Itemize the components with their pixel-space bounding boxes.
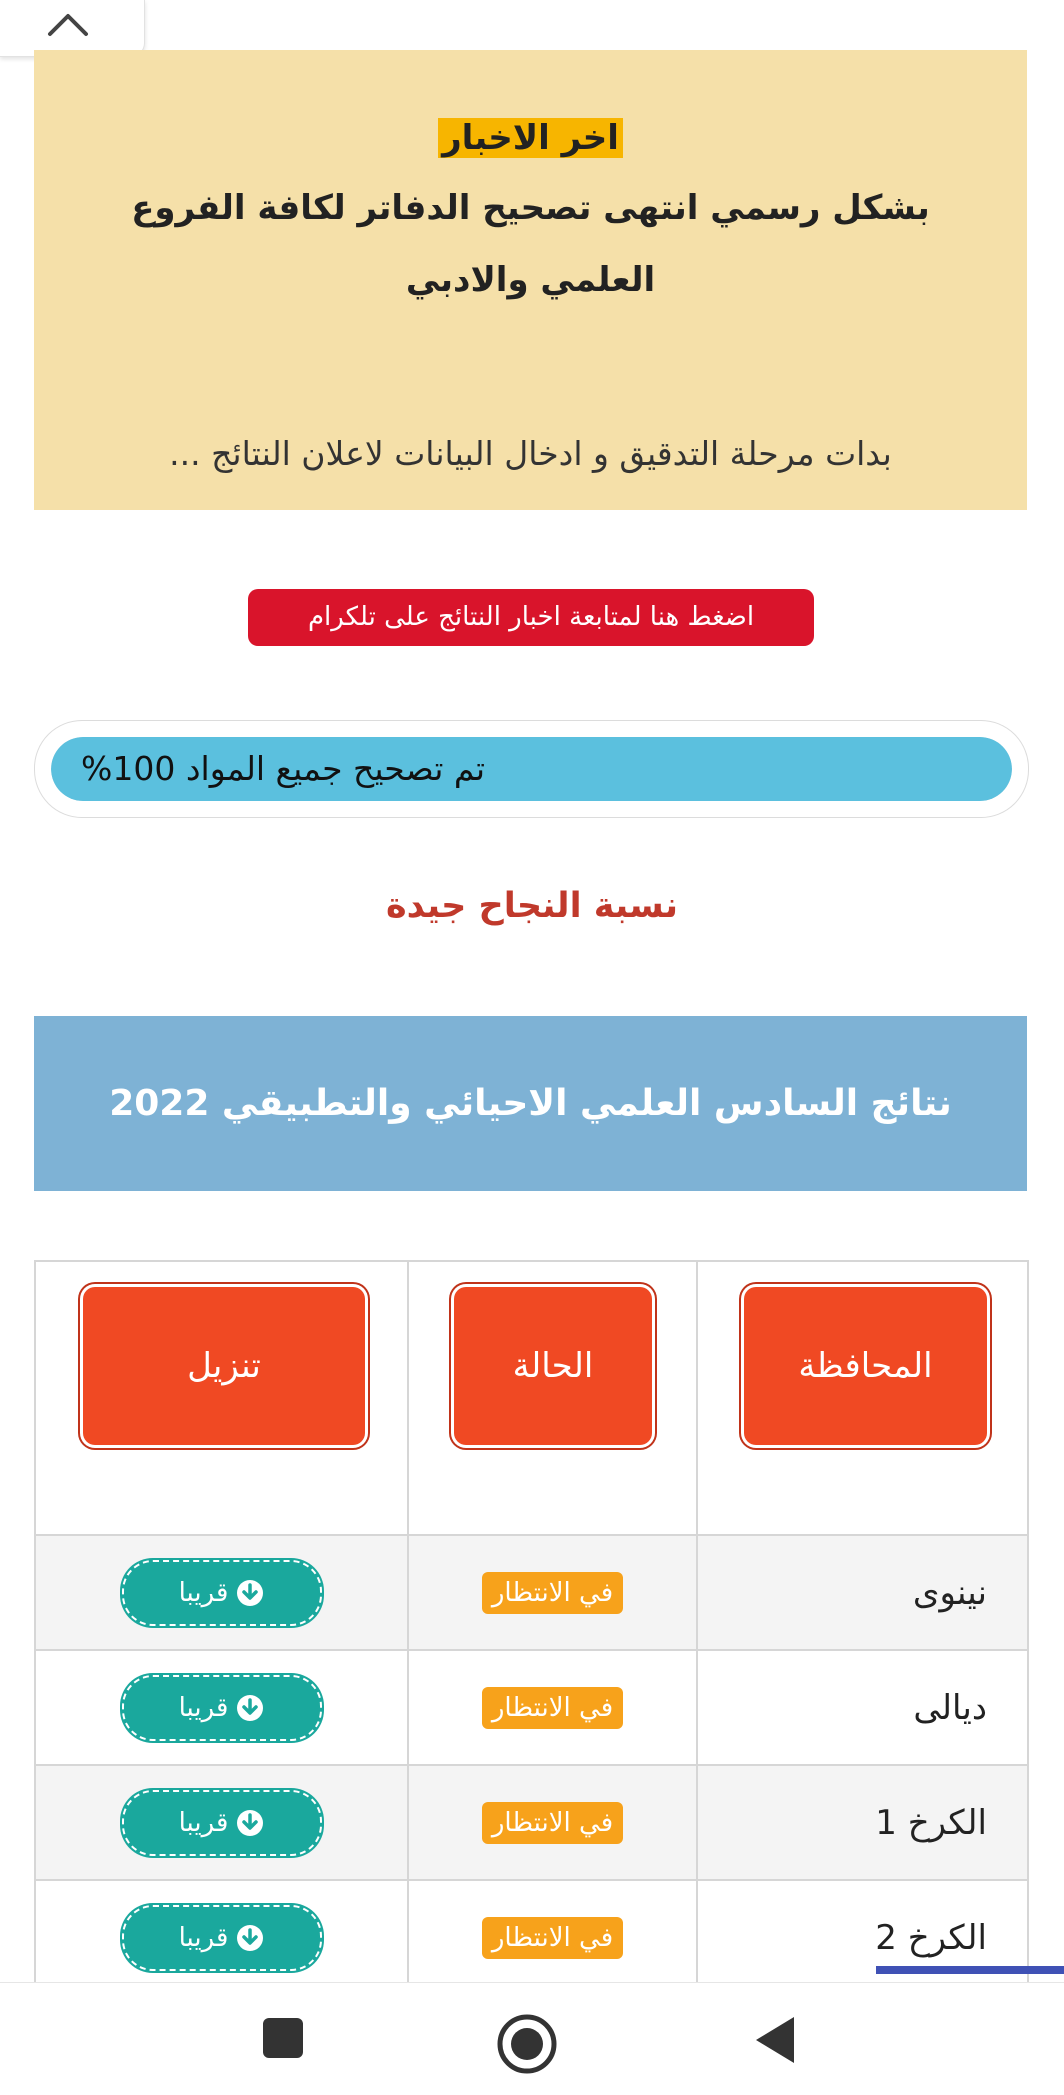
chevron-up-icon	[46, 10, 90, 40]
soon-download-button[interactable]	[122, 1560, 322, 1626]
progress-label: تم تصحيح جميع المواد 100%	[81, 749, 486, 788]
download-cell	[35, 1880, 408, 1995]
android-navigation-bar	[0, 1982, 1064, 2095]
soon-label: قريبا	[178, 1922, 229, 1953]
header-cell-province	[697, 1261, 1028, 1535]
header-cell-status	[408, 1261, 697, 1535]
province-cell: الكرخ 1	[697, 1765, 1028, 1880]
province-cell: نينوى	[697, 1535, 1028, 1650]
soon-download-button[interactable]	[122, 1790, 322, 1856]
news-title: اخر الاخبار	[34, 114, 1027, 162]
download-circle-icon	[236, 1809, 264, 1837]
download-circle-icon	[236, 1579, 264, 1607]
status-cell	[408, 1535, 697, 1650]
header-cell-download	[35, 1261, 408, 1535]
table-row	[35, 1880, 1028, 1995]
download-header-button[interactable]: تنزيل	[83, 1287, 365, 1445]
status-cell	[408, 1650, 697, 1765]
telegram-follow-button[interactable]: اضغط هنا لمتابعة اخبار النتائج على تلكرام	[248, 589, 814, 646]
soon-download-button[interactable]	[122, 1905, 322, 1971]
success-rate-note: نسبة النجاح جيدة	[385, 886, 679, 926]
square-icon[interactable]	[258, 2013, 308, 2063]
download-cell	[35, 1650, 408, 1765]
triangle-back-icon[interactable]	[750, 2013, 800, 2067]
download-circle-icon	[236, 1924, 264, 1952]
scroll-indicator	[876, 1966, 1064, 1974]
results-table	[34, 1260, 1029, 1996]
soon-download-button[interactable]	[122, 1675, 322, 1741]
progress-track	[51, 737, 1012, 801]
news-body: بدات مرحلة التدقيق و ادخال البيانات لاعلان النتائج ...	[169, 434, 892, 473]
status-badge: في الانتظار	[482, 1687, 623, 1729]
progress-container	[34, 720, 1029, 818]
status-cell	[408, 1765, 697, 1880]
download-cell	[35, 1765, 408, 1880]
news-headline: بشكل رسمي انتهى تصحيح الدفاتر لكافة الفروع العلمي والادبي	[131, 188, 930, 300]
status-cell	[408, 1880, 697, 1995]
circle-icon[interactable]	[496, 2013, 558, 2075]
table-row	[35, 1535, 1028, 1650]
table-row	[35, 1650, 1028, 1765]
results-header: نتائج السادس العلمي الاحيائي والتطبيقي 2022	[34, 1016, 1027, 1191]
soon-label: قريبا	[178, 1577, 229, 1608]
soon-label: قريبا	[178, 1692, 229, 1723]
province-cell: الكرخ 2	[697, 1880, 1028, 1995]
status-badge: في الانتظار	[482, 1917, 623, 1959]
collapse-tab-button[interactable]	[0, 0, 145, 57]
status-badge: في الانتظار	[482, 1802, 623, 1844]
table-row	[35, 1765, 1028, 1880]
news-box	[34, 50, 1027, 510]
soon-label: قريبا	[178, 1807, 229, 1838]
province-cell: ديالى	[697, 1650, 1028, 1765]
table-header-row	[35, 1261, 1028, 1535]
status-header-button[interactable]: الحالة	[454, 1287, 652, 1445]
download-circle-icon	[236, 1694, 264, 1722]
status-badge: في الانتظار	[482, 1572, 623, 1614]
province-header-button[interactable]: المحافظة	[744, 1287, 987, 1445]
download-cell	[35, 1535, 408, 1650]
